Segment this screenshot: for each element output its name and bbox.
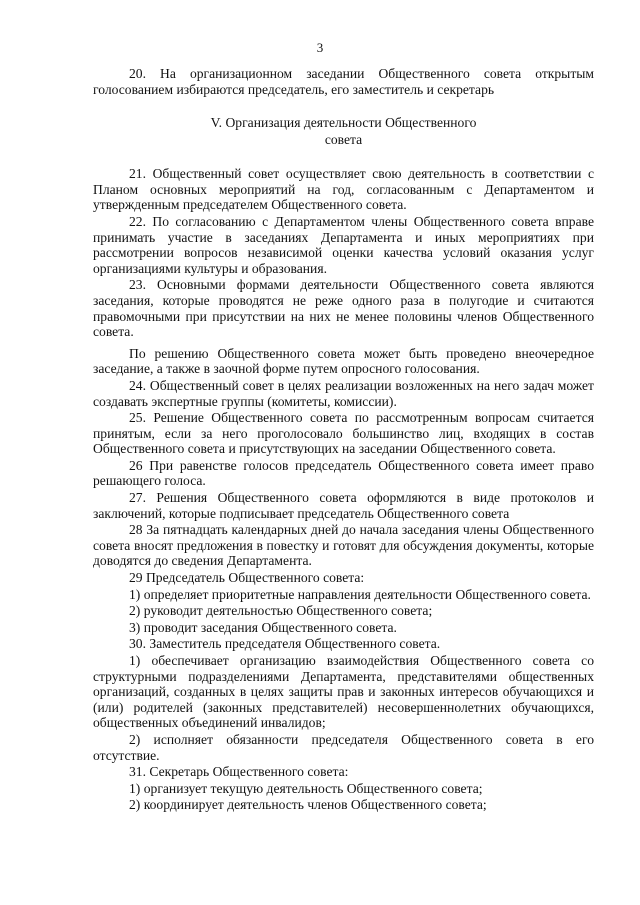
paragraph-29-item-2: 2) руководит деятельностью Общественного совета; [129,603,433,619]
paragraph-26: 26 При равенстве голосов председатель Общественного совета имеет право решающего голоса. [93,457,594,489]
paragraph-22: 22. По согласованию с Департаментом члены Общественного совета вправе принимать участие в заседаниях Департамента и иных мероприятиях при рассмотрении вопросов независимой оценки качества условий оказания услуг организациями культуры и образования. [93,213,594,276]
paragraph-30-item-2: 2) исполняет обязанности председателя Общественного совета в его отсутствие. [93,731,594,763]
paragraph-25: 25. Решение Общественного совета по рассмотренным вопросам считается принятым, если за него проголосовало большинство лиц, входящих в состав Общественного совета и присутствующих на заседании Общественного совета. [93,410,594,457]
paragraph-31-item-1: 1) организует текущую деятельность Общественного совета; [129,780,483,796]
page-number: 3 [316,40,324,55]
paragraph-29-item-1: 1) определяет приоритетные направления деятельности Общественного совета. [129,586,591,602]
paragraph-21: 21. Общественный совет осуществляет свою деятельность в соответствии с Планом основных мероприятий на год, согласованным с Департаментом и утвержденным председателем Общественного совета. [93,166,594,213]
paragraph-23: 23. Основными формами деятельности Общественного совета являются заседания, которые проводятся не реже одного раза в полугодие и считаются правомочными при присутствии на них не менее половины членов Общественного совета. [93,277,594,340]
paragraph-27: 27. Решения Общественного совета оформляются в виде протоколов и заключений, которые подписывает председатель Общественного совета [93,490,594,521]
section-heading-line-2: совета [324,132,363,148]
paragraph-29: 29 Председатель Общественного совета: [129,570,365,586]
section-heading-line-1: V. Организация деятельности Общественного [210,115,477,131]
paragraph-30-item-1: 1) обеспечивает организацию взаимодействия Общественного совета со структурными подразделениями Департамента, представителями общественных организаций, созданных в целях защиты прав и законных интересов обучающихся и (или) родителей (законных представителей) несовершеннолетних обучающихся, общественных объединений инвалидов; [93,653,594,731]
paragraph-extraordinary-meeting: По решению Общественного совета может быть проведено внеочередное заседание, а также в заочной форме путем опросного голосования. [93,345,594,377]
paragraph-30: 30. Заместитель председателя Общественного совета. [129,636,441,652]
paragraph-29-item-3: 3) проводит заседания Общественного совета. [129,619,397,635]
paragraph-31-item-2: 2) координирует деятельность членов Общественного совета; [129,797,487,813]
section-heading [93,114,594,148]
paragraph-24: 24. Общественный совет в целях реализации возложенных на него задач может создавать экспертные группы (комитеты, комиссии). [93,377,594,409]
paragraph-31: 31. Секретарь Общественного совета: [129,764,349,780]
document-body [93,66,594,814]
paragraph-28: 28 За пятнадцать календарных дней до начала заседания члены Общественного совета вносят предложения в повестку и готовят для обсуждения документы, которые доводятся до сведения Департамента. [93,522,594,569]
paragraph-20: 20. На организационном заседании Общественного совета открытым голосованием избираются председатель, его заместитель и секретарь [93,66,594,97]
